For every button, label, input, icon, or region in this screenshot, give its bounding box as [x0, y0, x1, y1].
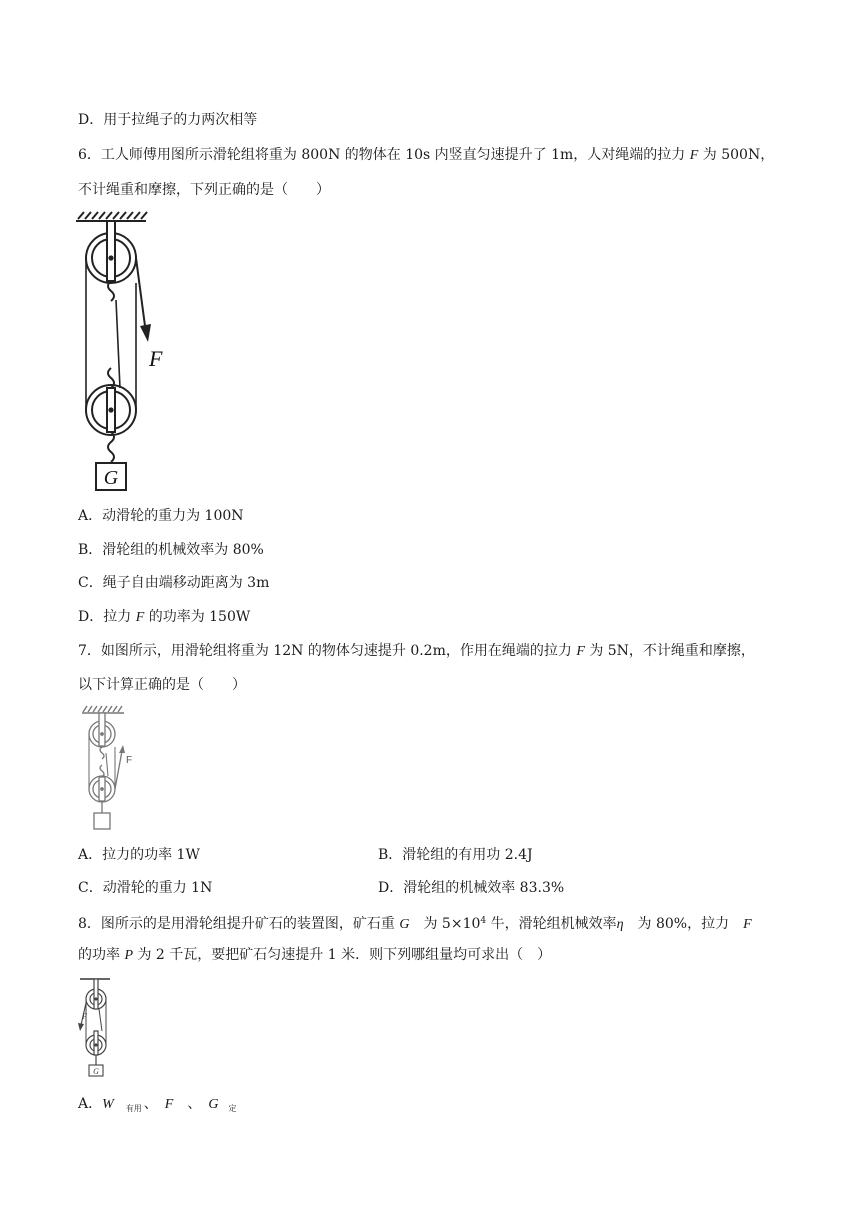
q6-option-d [78, 607, 250, 628]
q6-weight-label: G [103, 467, 119, 489]
q7-fixed-pulley [89, 713, 115, 759]
q8-stem-text-d: 为 80%，拉力 [623, 916, 744, 932]
q7-stem-line2: 以下计算正确的是（ ） [78, 677, 246, 693]
q6-force-arrow [136, 258, 151, 342]
q7-stem-var-f: F [576, 644, 585, 659]
q8-stem-text-c: 牛，滑轮组机械效率 [486, 916, 617, 932]
q6-stem-line2: 不计绳重和摩擦，下列正确的是（ ） [78, 182, 330, 198]
q6-ceiling [76, 212, 147, 221]
q8-weight-block [89, 1065, 103, 1076]
q8-stem-var-f: F [743, 917, 752, 932]
q8-fixed-pulley [86, 979, 106, 1009]
q5-option-d: D．用于拉绳子的力两次相等 [78, 112, 258, 128]
q8-option-a [78, 1094, 236, 1119]
q6-stem-var-f: F [689, 148, 699, 163]
q7-stem-text-a: 7．如图所示，用滑轮组将重为 12N 的物体匀速提升 0.2m，作用在绳端的拉力 [78, 643, 577, 659]
q8-stem-var-p: P [124, 948, 134, 963]
q6-stem-line1 [78, 145, 774, 166]
q6-option-b: B．滑轮组的机械效率为 80% [78, 542, 264, 558]
q6-option-d-pre: D．拉力 [78, 609, 136, 625]
q8-stem-line1 [78, 911, 752, 935]
q8-stem-text-e: 的功率 [78, 947, 125, 963]
q7-force-arrow [115, 745, 125, 789]
q6-option-c: C．绳子自由端移动距离为 3m [78, 575, 270, 591]
q6-stem-text-a: 6．工人师傅用图所示滑轮组将重为 800N 的物体在 10s 内竖直匀速提升了 1m，人对绳端的拉力 [78, 147, 690, 163]
q8-stem-text-b: 为 5×10 [409, 916, 481, 932]
q6-force-label: F [149, 346, 163, 371]
q7-option-d: D．滑轮组的机械效率 83.3% [378, 880, 565, 896]
q7-movable-pulley [89, 765, 115, 813]
q7-force-label: F [126, 755, 133, 766]
q8-stem-eta: η [616, 917, 624, 932]
q8-weight-label: G [93, 1067, 99, 1076]
q8-stem-var-g: G [399, 917, 410, 932]
q8-stem-line2 [78, 945, 551, 966]
q8-force-label: F [82, 1012, 87, 1021]
q7-stem-line1 [78, 641, 755, 662]
q8-stem-text-f: 为 2 千瓦，要把矿石匀速提升 1 米．则下列哪组量均可求出（ ） [133, 947, 552, 963]
q7-option-a: A．拉力的功率 1W [78, 847, 200, 863]
q6-option-d-post: 的功率为 150W [144, 609, 251, 625]
q8-option-a-prefix: A． [78, 1096, 103, 1112]
q6-option-a: A．动滑轮的重力为 100N [78, 508, 244, 524]
q6-option-d-var: F [135, 610, 145, 625]
q6-pulley-diagram [74, 208, 174, 498]
q8-option-a-f: F [164, 1097, 174, 1112]
q8-option-a-w-sub: 有用 [125, 1104, 142, 1113]
q7-weight-block [94, 813, 110, 829]
q7-ceiling [82, 706, 124, 713]
q8-pulley-diagram [76, 975, 116, 1080]
q7-option-b: B．滑轮组的有用功 2.4J [378, 847, 533, 863]
q6-stem-text-b: 为 500N， [698, 147, 775, 163]
q7-option-c: C．动滑轮的重力 1N [78, 880, 213, 896]
q8-option-a-sep2: 、 [173, 1096, 209, 1112]
q7-pulley-diagram [80, 703, 140, 833]
q8-option-a-sep1: 、 [143, 1096, 165, 1112]
q8-option-a-g: G [208, 1097, 219, 1112]
q6-weight-block [96, 463, 126, 490]
q8-option-a-w: W [102, 1097, 114, 1112]
q8-option-a-g-sub: 定 [228, 1104, 237, 1113]
q6-fixed-pulley [86, 221, 136, 301]
q8-stem-text-a: 8．图所示的是用滑轮组提升矿石的装置图，矿石重 [78, 916, 400, 932]
q7-stem-text-b: 为 5N，不计绳重和摩擦， [584, 643, 755, 659]
q8-stem-exponent: 4 [480, 916, 487, 926]
q6-movable-pulley [86, 368, 136, 462]
q8-movable-pulley [86, 1031, 106, 1065]
